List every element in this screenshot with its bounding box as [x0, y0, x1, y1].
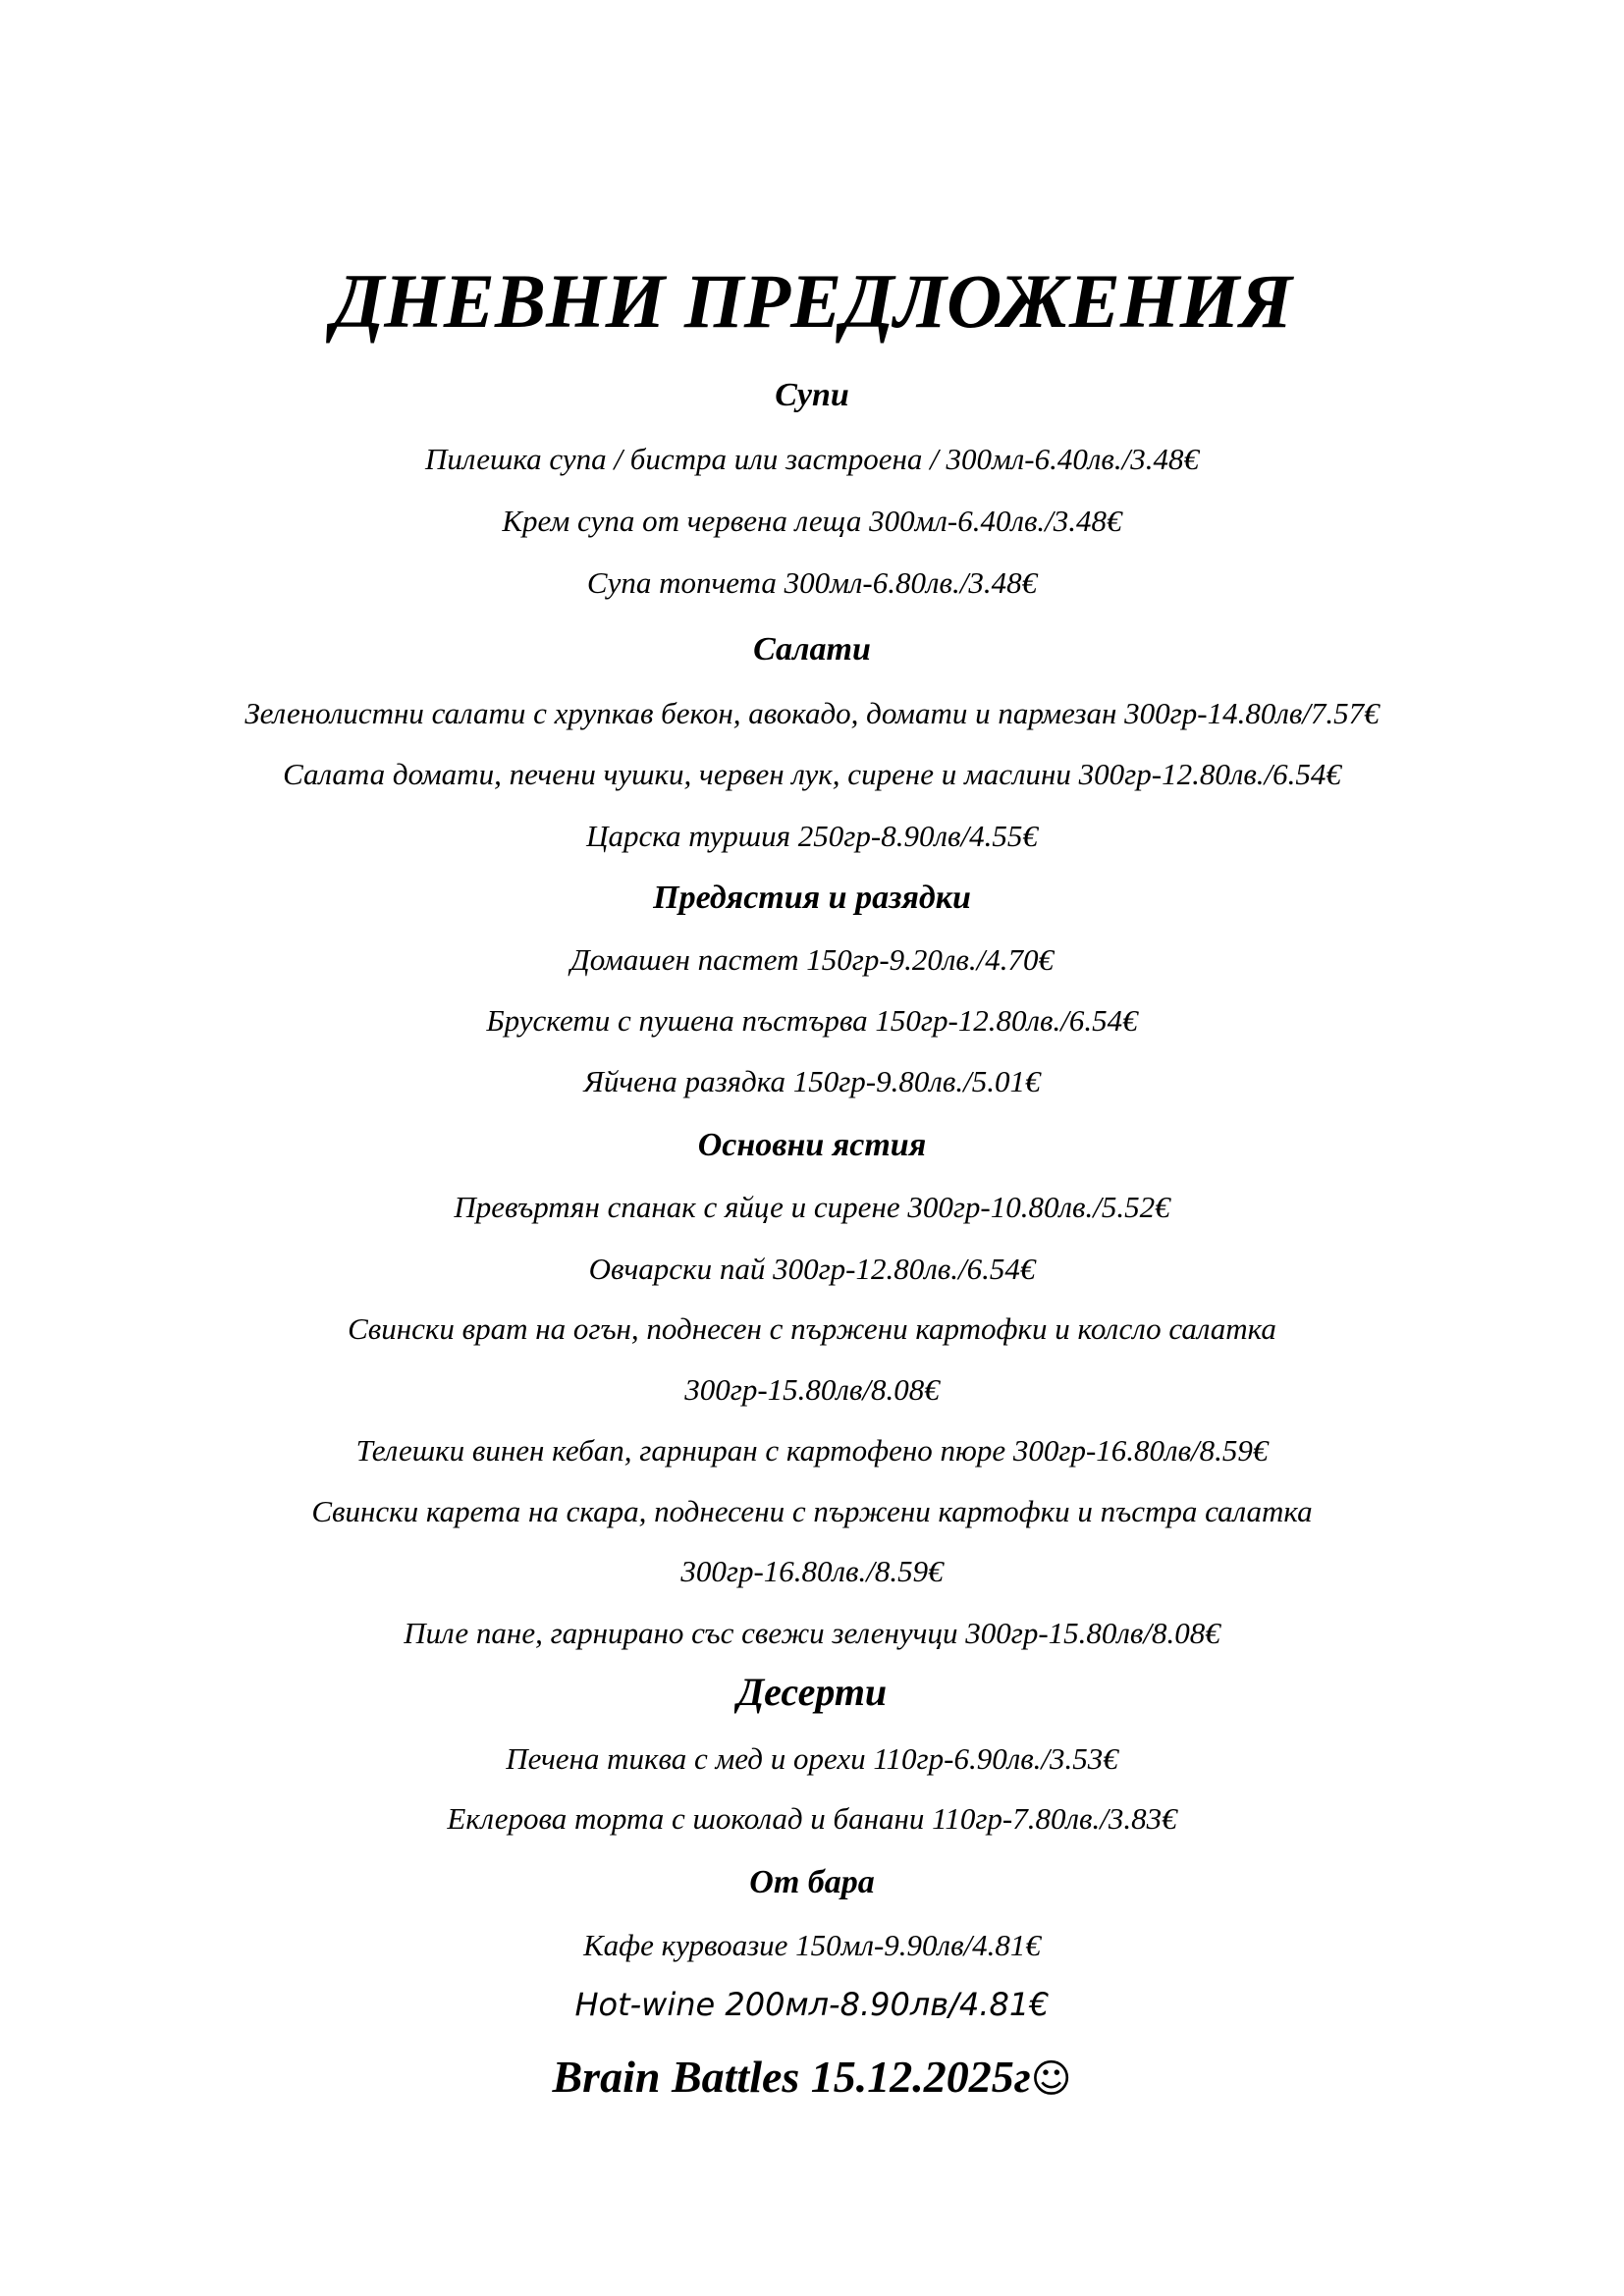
smiley-icon: ☺ [1030, 2056, 1072, 2102]
menu-item: Крем супа от червена леща 300мл-6.40лв./3.48€ [502, 504, 1122, 538]
menu-item: 300гр-16.80лв./8.59€ [680, 1554, 944, 1588]
section-heading-desserts: Десерти [736, 1670, 888, 1714]
menu-item: Печена тиква с мед и орехи 110гр-6.90лв./3.53€ [506, 1741, 1118, 1776]
menu-item: Яйчена разядка 150гр-9.80лв./5.01€ [583, 1064, 1041, 1098]
menu-item: Кафе курвоазие 150мл-9.90лв/4.81€ [583, 1928, 1041, 1962]
menu-item: Пилешка супа / бистра или застроена / 300мл-6.40лв./3.48€ [425, 442, 1199, 476]
section-heading-salads: Салати [753, 631, 871, 667]
menu-item: Царска туршия 250гр-8.90лв/4.55€ [586, 819, 1038, 853]
menu-item: Еклерова торта с шоколад и банани 110гр-7.80лв./3.83€ [447, 1801, 1177, 1836]
section-heading-mains: Основни ястия [697, 1127, 927, 1163]
menu-item: 300гр-15.80лв/8.08€ [684, 1372, 940, 1407]
menu-item: Пиле пане, гарнирано със свежи зеленучци 300гр-15.80лв/8.08€ [404, 1616, 1220, 1650]
menu-item: Превъртян спанак с яйце и сирене 300гр-10.80лв./5.52€ [454, 1190, 1170, 1224]
page-title: ДНЕВНИ ПРЕДЛОЖЕНИЯ [331, 258, 1293, 344]
menu-item: Брускети с пушена пъстърва 150гр-12.80лв./6.54€ [486, 1003, 1138, 1038]
menu-item: Свински карета на скара, поднесени с пържени картофки и пъстра салатка [311, 1494, 1313, 1528]
section-heading-bar: От бара [749, 1864, 875, 1900]
footer-text: Brain Battles 15.12.2025г [552, 2052, 1031, 2102]
section-heading-starters: Предястия и разядки [653, 880, 971, 916]
menu-item: Овчарски пай 300гр-12.80лв./6.54€ [588, 1252, 1036, 1286]
section-heading-soups: Супи [775, 377, 849, 413]
menu-item: Салата домати, печени чушки, червен лук, сирене и маслини 300гр-12.80лв./6.54€ [283, 757, 1341, 791]
menu-item: Телешки винен кебап, гарниран с картофено пюре 300гр-16.80лв/8.59€ [355, 1433, 1269, 1468]
menu-item: Зеленолистни салати с хрупкав бекон, авокадо, домати и пармезан 300гр-14.80лв/7.57€ [244, 696, 1380, 730]
footer-event [0, 2052, 1624, 2102]
menu-item: Hot-wine 200мл-8.90лв/4.81€ [574, 1986, 1050, 2023]
menu-item: Домашен пастет 150гр-9.20лв./4.70€ [569, 942, 1054, 977]
menu-item: Супа топчета 300мл-6.80лв./3.48€ [586, 565, 1038, 600]
menu-item: Свински врат на огън, поднесен с пържени картофки и колсло салатка [348, 1311, 1276, 1346]
